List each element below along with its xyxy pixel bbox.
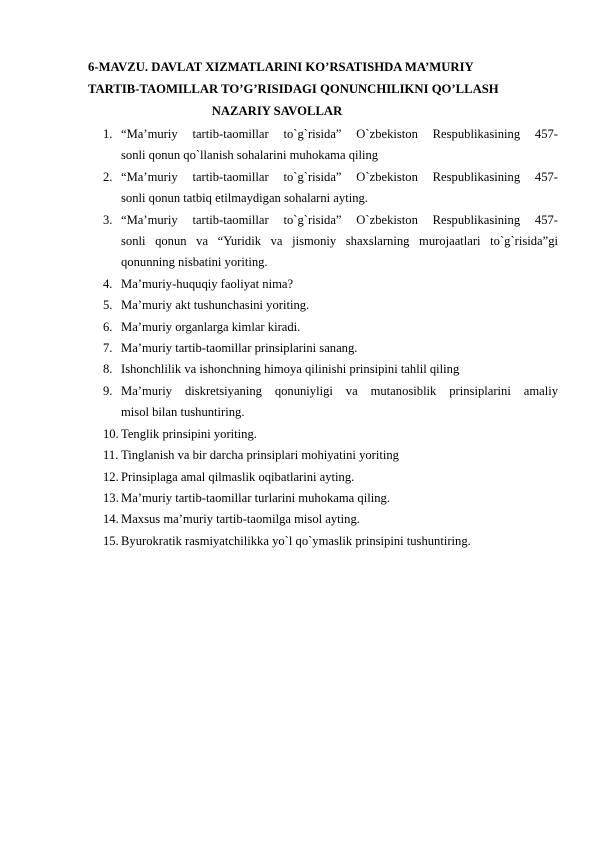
question-line: Maxsus ma’muriy tartib-taomilga misol ayting. bbox=[121, 512, 360, 527]
question-number: 15. bbox=[103, 533, 119, 548]
question-item bbox=[0, 381, 596, 424]
question-item bbox=[0, 488, 596, 509]
question-item bbox=[0, 359, 596, 380]
question-line: “Ma’muriy tartib-taomillar to`g`risida” O`zbekiston Respublikasining 457- bbox=[121, 212, 558, 227]
document-title bbox=[88, 56, 499, 122]
question-line: Tenglik prinsipini yoriting. bbox=[121, 426, 257, 441]
question-text bbox=[121, 295, 558, 316]
question-text bbox=[121, 317, 558, 338]
question-item bbox=[0, 531, 596, 552]
title-line: NAZARIY SAVOLLAR bbox=[211, 104, 343, 118]
question-item bbox=[0, 295, 596, 316]
question-text bbox=[121, 445, 558, 466]
question-item bbox=[0, 509, 596, 530]
question-item bbox=[0, 424, 596, 445]
question-line: sonli qonun tatbiq etilmaydigan sohalarni ayting. bbox=[121, 191, 368, 206]
question-line: Prinsiplaga amal qilmaslik oqibatlarini ayting. bbox=[121, 469, 355, 484]
question-number: 9. bbox=[103, 383, 113, 398]
question-text bbox=[121, 531, 558, 552]
question-text bbox=[121, 381, 558, 424]
question-item bbox=[0, 445, 596, 466]
question-item bbox=[0, 317, 596, 338]
question-text bbox=[121, 359, 558, 380]
question-list bbox=[0, 124, 596, 552]
question-line: misol bilan tushuntiring. bbox=[121, 405, 245, 420]
question-number: 2. bbox=[103, 169, 113, 184]
question-number: 5. bbox=[103, 298, 113, 313]
question-item bbox=[0, 167, 596, 210]
question-line: “Ma’muriy tartib-taomillar to`g`risida” O`zbekiston Respublikasining 457- bbox=[121, 127, 558, 141]
question-line: sonli qonun qo`llanish sohalarini muhokama qiling bbox=[121, 148, 379, 163]
question-number: 11. bbox=[103, 448, 119, 463]
question-item bbox=[0, 124, 596, 167]
question-number: 1. bbox=[103, 127, 113, 141]
question-line: sonli qonun va “Yuridik va jismoniy shaxslarning murojaatlari to`g`risida”gi bbox=[121, 234, 558, 249]
question-line: Ma’muriy tartib-taomillar prinsiplarini sanang. bbox=[121, 341, 358, 356]
title-line: 6-MAVZU. DAVLAT XIZMATLARINI KO’RSATISHDA MA’MURIY bbox=[88, 60, 474, 74]
question-line: Ma’muriy organlarga kimlar kiradi. bbox=[121, 319, 301, 334]
question-text bbox=[121, 424, 558, 445]
question-number: 13. bbox=[103, 490, 119, 505]
question-number: 3. bbox=[103, 212, 113, 227]
question-number: 8. bbox=[103, 362, 113, 377]
question-text bbox=[121, 509, 558, 530]
question-text bbox=[121, 274, 558, 295]
question-number: 6. bbox=[103, 319, 113, 334]
question-item bbox=[0, 210, 596, 274]
question-number: 14. bbox=[103, 512, 119, 527]
question-line: Ma’muriy-huquqiy faoliyat nima? bbox=[121, 276, 294, 291]
question-text bbox=[121, 210, 558, 274]
question-number: 10. bbox=[103, 426, 119, 441]
question-line: Ishonchlilik va ishonchning himoya qilinishi prinsipini tahlil qiling bbox=[121, 362, 460, 377]
question-line: Ma’muriy akt tushunchasini yoriting. bbox=[121, 298, 310, 313]
question-number: 7. bbox=[103, 341, 113, 356]
question-item bbox=[0, 274, 596, 295]
question-number: 4. bbox=[103, 276, 113, 291]
question-item bbox=[0, 467, 596, 488]
question-text bbox=[121, 467, 558, 488]
question-number: 12. bbox=[103, 469, 119, 484]
question-text bbox=[121, 488, 558, 509]
question-line: Ma’muriy diskretsiyaning qonuniyligi va mutanosiblik prinsiplarini amaliy bbox=[121, 383, 558, 398]
question-line: Byurokratik rasmiyatchilikka yo`l qo`ymaslik prinsipini tushuntiring. bbox=[121, 533, 471, 548]
title-line: TARTIB-TAOMILLAR TO’G’RISIDAGI QONUNCHILIKNI QO’LLASH bbox=[88, 82, 499, 96]
question-line: qonunning nisbatini yoriting. bbox=[121, 255, 268, 270]
question-line: Ma’muriy tartib-taomillar turlarini muhokama qiling. bbox=[121, 490, 390, 505]
question-text bbox=[121, 338, 558, 359]
question-text bbox=[121, 167, 558, 210]
question-text bbox=[121, 124, 558, 167]
question-item bbox=[0, 338, 596, 359]
question-line: Tinglanish va bir darcha prinsiplari mohiyatini yoriting bbox=[121, 448, 399, 463]
question-line: “Ma’muriy tartib-taomillar to`g`risida” O`zbekiston Respublikasining 457- bbox=[121, 169, 558, 184]
